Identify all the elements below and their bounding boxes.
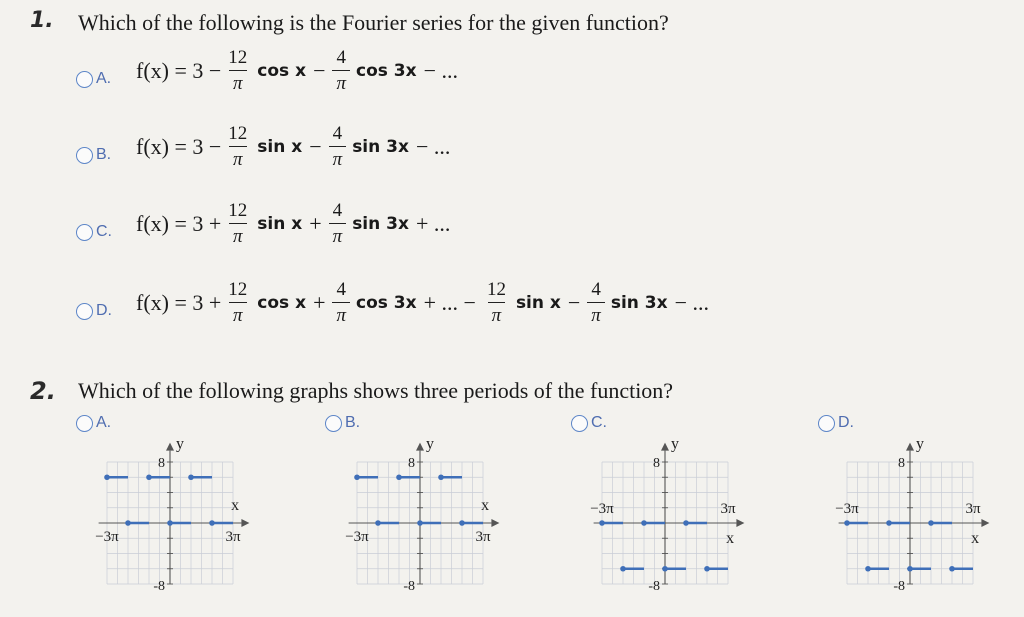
y-top-label: 8 xyxy=(408,456,415,471)
option-c-radio-group[interactable] xyxy=(76,223,112,241)
fraction xyxy=(329,201,347,246)
option-equation xyxy=(136,48,462,93)
operator: + xyxy=(309,210,322,236)
x-right-label: 3π xyxy=(475,529,491,545)
equation-lhs: f(x) = 3 + xyxy=(136,289,222,315)
option-label: B. xyxy=(96,146,112,163)
equation-lhs: f(x) = 3 − xyxy=(136,133,222,159)
graph-svg xyxy=(590,435,740,612)
x-axis-label: x xyxy=(481,497,490,514)
graph-d xyxy=(835,435,1005,612)
segment-endpoint xyxy=(662,566,668,572)
segment-endpoint xyxy=(886,520,892,526)
graph-option-b[interactable] xyxy=(325,414,360,432)
radio-button[interactable] xyxy=(571,415,588,432)
graph-svg xyxy=(95,435,245,612)
trig-term: sin x xyxy=(515,292,561,313)
fraction-denominator: π xyxy=(229,70,247,93)
y-axis-label: y xyxy=(671,435,679,453)
option-label: C. xyxy=(591,414,607,431)
fraction xyxy=(332,48,350,93)
fraction-denominator: π xyxy=(229,223,247,246)
y-axis-arrow xyxy=(416,443,424,451)
segment-endpoint xyxy=(683,520,689,526)
x-axis-arrow xyxy=(491,519,499,527)
trig-term: cos 3x xyxy=(356,60,417,81)
y-axis-label: y xyxy=(426,435,434,453)
fraction xyxy=(224,201,251,246)
y-bottom-label: -8 xyxy=(403,579,415,594)
y-top-label: 8 xyxy=(898,456,905,471)
y-bottom-label: -8 xyxy=(893,579,905,594)
trig-term: sin x xyxy=(257,213,303,234)
radio-button[interactable] xyxy=(76,147,93,164)
segment-endpoint xyxy=(375,520,381,526)
segment-endpoint xyxy=(704,566,710,572)
fraction-numerator: 12 xyxy=(228,47,248,68)
fraction-numerator: 4 xyxy=(332,123,343,144)
radio-button[interactable] xyxy=(76,71,93,88)
option-d-radio-group[interactable] xyxy=(76,302,112,320)
fraction-denominator: π xyxy=(329,223,347,246)
x-left-label: −3π xyxy=(590,501,614,517)
trig-term: sin x xyxy=(257,136,303,157)
radio-button[interactable] xyxy=(76,224,93,241)
fraction-denominator: π xyxy=(332,302,350,325)
y-bottom-label: -8 xyxy=(648,579,660,594)
option-equation xyxy=(136,280,713,325)
trig-term: cos x xyxy=(257,60,307,81)
option-b-radio-group[interactable] xyxy=(76,146,111,164)
y-axis-arrow xyxy=(166,443,174,451)
segment-endpoint xyxy=(641,520,647,526)
fraction-numerator: 4 xyxy=(591,279,601,300)
segment-endpoint xyxy=(396,474,402,480)
option-equation xyxy=(136,201,454,246)
x-axis-arrow xyxy=(736,519,744,527)
fraction-denominator: π xyxy=(488,302,506,325)
segment-endpoint xyxy=(209,520,215,526)
radio-button[interactable] xyxy=(818,415,835,432)
x-right-label: 3π xyxy=(720,501,736,517)
graph-option-c[interactable] xyxy=(571,414,607,432)
trig-term: cos 3x xyxy=(356,292,417,313)
option-label: B. xyxy=(345,414,361,431)
graph-c xyxy=(590,435,760,612)
fraction-numerator: 4 xyxy=(332,200,343,221)
x-axis-label: x xyxy=(231,497,240,514)
question-2-number: 2. xyxy=(30,377,56,405)
option-label: A. xyxy=(96,414,112,431)
series-tail: − ... xyxy=(415,133,451,159)
y-axis-label: y xyxy=(916,435,924,453)
segment-endpoint xyxy=(438,474,444,480)
equation-lhs: f(x) = 3 − xyxy=(136,57,222,83)
series-tail: − ... xyxy=(674,289,710,315)
graph-b xyxy=(345,435,515,612)
x-axis-label: x xyxy=(971,530,980,547)
segment-endpoint xyxy=(188,474,194,480)
radio-button[interactable] xyxy=(76,415,93,432)
fraction xyxy=(587,280,605,325)
option-label: C. xyxy=(96,223,112,240)
segment-endpoint xyxy=(125,520,131,526)
y-axis-arrow xyxy=(906,443,914,451)
option-equation xyxy=(136,124,454,169)
series-tail: + ... − xyxy=(423,289,476,315)
fraction-numerator: 12 xyxy=(228,123,248,144)
y-bottom-label: -8 xyxy=(153,579,165,594)
graph-option-d[interactable] xyxy=(818,414,854,432)
fraction xyxy=(224,48,251,93)
operator: − xyxy=(313,57,326,83)
segment-endpoint xyxy=(620,566,626,572)
radio-button[interactable] xyxy=(325,415,342,432)
trig-term: cos x xyxy=(257,292,307,313)
fraction xyxy=(224,124,251,169)
fraction xyxy=(329,124,347,169)
option-label: A. xyxy=(96,70,112,87)
segment-endpoint xyxy=(599,520,605,526)
graph-svg xyxy=(835,435,985,612)
question-1-text: Which of the following is the Fourier series for the given function? xyxy=(78,10,669,35)
option-label: D. xyxy=(838,414,854,431)
question-1-number: 1. xyxy=(30,8,54,33)
operator: − xyxy=(309,133,322,159)
fraction xyxy=(483,280,510,325)
segment-endpoint xyxy=(907,566,913,572)
x-axis-arrow xyxy=(981,519,989,527)
fraction-denominator: π xyxy=(229,146,247,169)
y-axis-label: y xyxy=(176,435,184,453)
x-left-label: −3π xyxy=(345,529,369,545)
series-tail: − ... xyxy=(423,57,459,83)
operator: + xyxy=(313,289,326,315)
trig-term: sin 3x xyxy=(610,292,668,313)
segment-endpoint xyxy=(167,520,173,526)
segment-endpoint xyxy=(146,474,152,480)
fraction-numerator: 12 xyxy=(228,279,248,300)
segment-endpoint xyxy=(104,474,110,480)
fraction-numerator: 12 xyxy=(486,279,506,300)
graph-option-a[interactable] xyxy=(76,414,111,432)
fraction-numerator: 4 xyxy=(336,279,346,300)
option-label: D. xyxy=(96,302,112,319)
segment-endpoint xyxy=(949,566,955,572)
x-right-label: 3π xyxy=(225,529,241,545)
fraction-denominator: π xyxy=(229,302,247,325)
y-top-label: 8 xyxy=(158,456,165,471)
graph-svg xyxy=(345,435,495,612)
segment-endpoint xyxy=(417,520,423,526)
fraction-numerator: 4 xyxy=(336,47,346,68)
fraction xyxy=(224,280,251,325)
radio-button[interactable] xyxy=(76,303,93,320)
fraction xyxy=(332,280,350,325)
segment-endpoint xyxy=(928,520,934,526)
question-2-text: Which of the following graphs shows three periods of the function? xyxy=(78,378,674,403)
segment-endpoint xyxy=(844,520,850,526)
option-a-radio-group[interactable] xyxy=(76,70,111,88)
x-left-label: −3π xyxy=(835,501,859,517)
segment-endpoint xyxy=(459,520,465,526)
segment-endpoint xyxy=(865,566,871,572)
x-left-label: −3π xyxy=(95,529,119,545)
trig-term: sin 3x xyxy=(352,136,409,157)
trig-term: sin 3x xyxy=(352,213,409,234)
fraction-denominator: π xyxy=(332,70,350,93)
equation-lhs: f(x) = 3 + xyxy=(136,210,222,236)
operator: − xyxy=(567,289,581,315)
fraction-denominator: π xyxy=(587,302,605,325)
fraction-numerator: 12 xyxy=(228,200,248,221)
x-axis-label: x xyxy=(726,530,735,547)
y-axis-arrow xyxy=(661,443,669,451)
y-top-label: 8 xyxy=(653,456,660,471)
series-tail: + ... xyxy=(415,210,451,236)
graph-a xyxy=(95,435,265,612)
x-axis-arrow xyxy=(241,519,249,527)
segment-endpoint xyxy=(354,474,360,480)
fraction-denominator: π xyxy=(329,146,347,169)
x-right-label: 3π xyxy=(965,501,981,517)
